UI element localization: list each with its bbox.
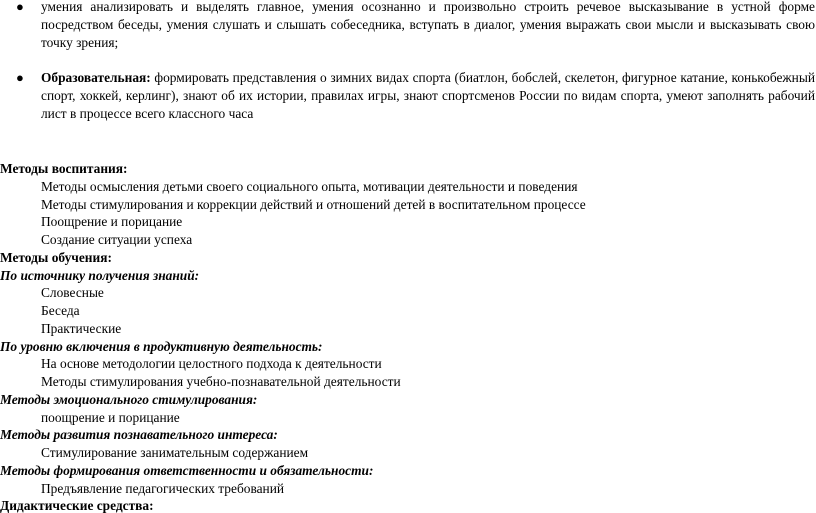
method-item: Методы осмысления детьми своего социального опыта, мотивации деятельности и поведения (41, 178, 578, 194)
section-heading: Методы обучения: (0, 249, 112, 265)
method-item: Беседа (41, 303, 80, 318)
subsection-heading: Методы развития познавательного интереса: (0, 427, 278, 443)
method-item: Практические (41, 320, 122, 336)
bullet-lead: Образовательная: (41, 70, 151, 86)
section-heading: Методы воспитания: (0, 161, 128, 176)
bullet-item (0, 69, 816, 122)
section-heading: Дидактические средства: (0, 498, 154, 513)
bullet-text: умения анализировать и выделять главное, умения осознанно и произвольно строить речевое высказывание в устной форме посредством беседы, умения слушать и слышать собеседника, вступать в диалог, умения выражать свои мысли и высказывать свою точку зрения; (41, 0, 815, 50)
subsection-heading: По уровню включения в продуктивную деятельность: (0, 338, 323, 354)
method-item: Стимулирование занимательным содержанием (41, 445, 309, 460)
subsection-heading: Методы эмоционального стимулирования: (0, 391, 258, 407)
subsection-heading: По источнику получения знаний: (0, 267, 200, 283)
bullet-list (0, 0, 816, 123)
method-item: поощрение и порицание (41, 409, 180, 425)
method-item: Словесные (41, 285, 104, 301)
method-item: На основе методологии целостного подхода к деятельности (41, 356, 382, 372)
methods-section (0, 160, 816, 513)
bullet-item (0, 0, 816, 51)
subsection-heading: Методы формирования ответственности и обязательности: (0, 462, 374, 478)
method-item: Предъявление педагогических требований (41, 480, 285, 496)
bullet-dot-icon: ● (16, 70, 24, 86)
bullet-text: формировать представления о зимних видах спорта (биатлон, бобслей, скелетон, фигурное катание, конькобежный спорт, хоккей, керлинг), знают об их истории, правилах игры, знают спортсменов России по видам спорта, умеют заполнять рабочий лист в процессе всего классного часа (41, 70, 815, 121)
method-item: Методы стимулирования учебно-познавательной деятельности (41, 374, 401, 389)
method-item: Методы стимулирования и коррекции действий и отношений детей в воспитательном процессе (41, 196, 586, 212)
method-item: Создание ситуации успеха (41, 232, 193, 247)
bullet-dot-icon: ● (16, 0, 24, 14)
method-item: Поощрение и порицание (41, 214, 183, 230)
